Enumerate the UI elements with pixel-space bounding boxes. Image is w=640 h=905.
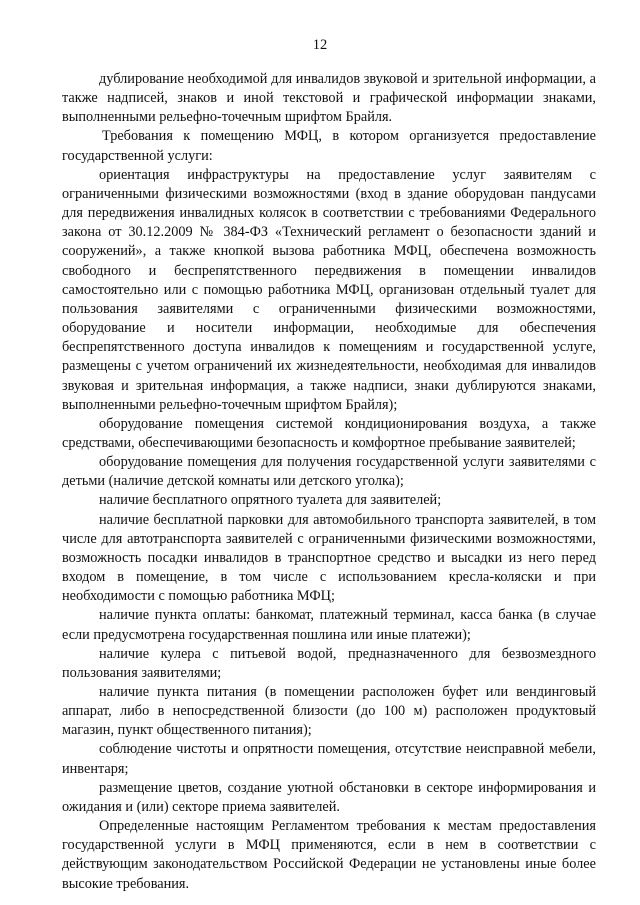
paragraph-water-cooler: наличие кулера с питьевой водой, предназначенного для безвозмездного пользования заявителями;	[62, 645, 596, 681]
paragraph-children-equipment: оборудование помещения для получения государственной услуги заявителями с детьми (наличие детской комнаты или детского уголка);	[62, 454, 596, 490]
paragraph-payment-point: наличие пункта оплаты: банкомат, платежный терминал, касса банка (в случае если предусмотрена государственная пошлина или иные платежи);	[62, 607, 596, 643]
paragraph-free-parking: наличие бесплатной парковки для автомобильного транспорта заявителей, в том числе для автотранспорта заявителей с ограниченными физическими возможностями, возможность посадки инвалидов в транспортное средство и высадки из него перед входом в помещение, в том числе с использованием кресла-коляски и при необходимости с помощью работника МФЦ;	[62, 511, 596, 605]
paragraph-braille-duplication: дублирование необходимой для инвалидов звуковой и зрительной информации, а также надписей, знаков и иной текстовой и графической информации знаками, выполненными рельефно-точечным шрифтом Брайля.	[62, 71, 596, 126]
paragraph-flowers-comfort: размещение цветов, создание уютной обстановки в секторе информирования и ожидания и (или) секторе приема заявителей.	[62, 779, 596, 815]
paragraph-air-conditioning: оборудование помещения системой кондиционирования воздуха, а также средствами, обеспечивающими безопасность и комфортное пребывание заявителей;	[62, 415, 596, 451]
document-body	[62, 70, 596, 894]
page-number: 12	[312, 37, 328, 53]
paragraph-infrastructure-orientation: ориентация инфраструктуры на предоставление услуг заявителям с ограниченными физическими возможностями (вход в здание оборудован пандусами для передвижения инвалидных колясок в соответствии с требованиями Федерального закона от 30.12.2009 № 384-ФЗ «Технический регламент о безопасности зданий и сооружений», а также кнопкой вызова работника МФЦ, обеспечена возможность свободного и беспрепятственного передвижения в помещении инвалидов самостоятельно или с помощью работника МФЦ, организован отдельный туалет для пользования заявителями с ограниченными физическими возможностями, оборудование и носители информации, необходимые для обеспечения беспрепятственного доступа инвалидов к помещениям и государственной услуге, размещены с учетом ограничений их жизнедеятельности, необходимая для инвалидов звуковая и зрительная информация, а также надписи, знаки дублируются знаками, выполненными рельефно-точечным шрифтом Брайля);	[62, 166, 596, 413]
paragraph-free-toilet: наличие бесплатного опрятного туалета для заявителей;	[99, 492, 442, 509]
paragraph-food-point: наличие пункта питания (в помещении расположен буфет или вендинговый аппарат, либо в непосредственной близости (до 100 м) расположен продуктовый магазин, пункт общественного питания);	[62, 684, 596, 739]
paragraph-cleanliness: соблюдение чистоты и опрятности помещения, отсутствие неисправной мебели, инвентаря;	[62, 741, 596, 777]
paragraph-regulation-applicability: Определенные настоящим Регламентом требования к местам предоставления государственной услуги в МФЦ применяются, если в нем в соответствии с действующим законодательством Российской Федерации не установлены иные более высокие требования.	[62, 818, 596, 892]
paragraph-premises-requirements-heading: Требования к помещению МФЦ, в котором организуется предоставление государственной услуги:	[62, 128, 596, 164]
